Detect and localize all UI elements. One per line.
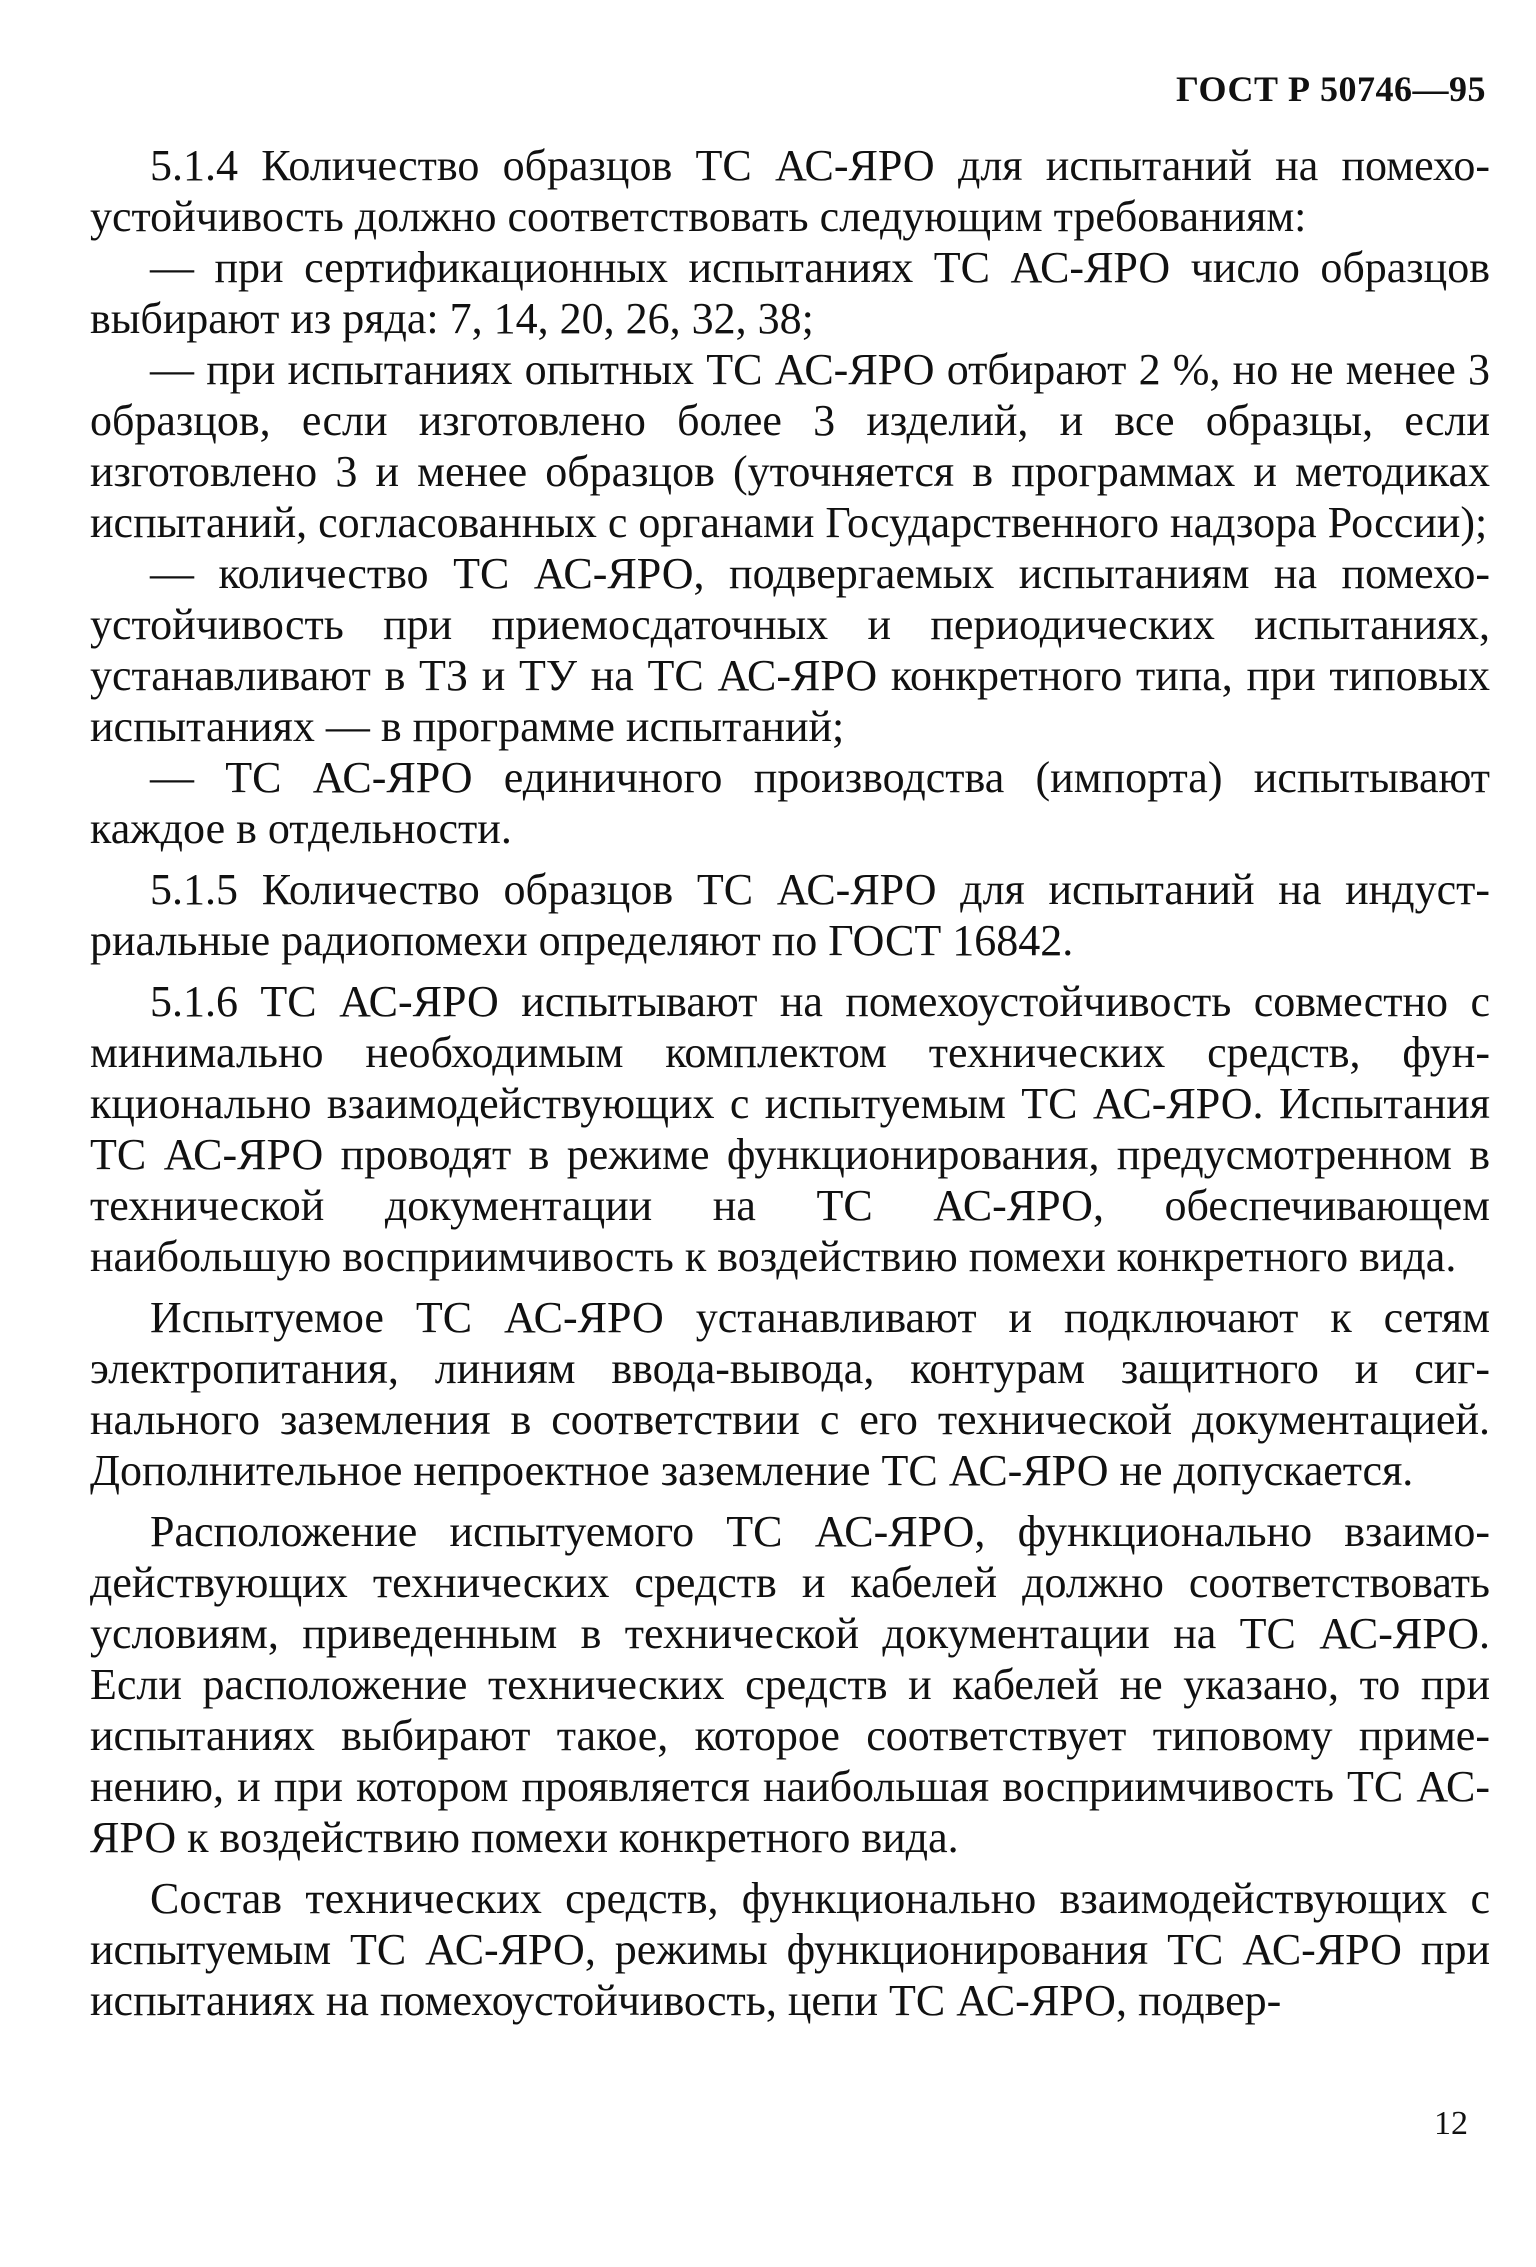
list-item-single-production: — ТС АС-ЯРО единичного производства (импорта) испытывают каждое в отдельности. — [90, 753, 1490, 853]
page-number: 12 — [1434, 2105, 1468, 2142]
paragraph-5-1-5: 5.1.5 Количество образцов ТС АС-ЯРО для испытаний на индустриальные радиопомехи определяют по ГОСТ 16842. — [90, 865, 1490, 965]
list-item-certification: — при сертификационных испытаниях ТС АС-ЯРО число образцов выбирают из ряда: 7, 14, 20, 26, 32, 38; — [90, 243, 1490, 343]
paragraph-5-1-6: 5.1.6 ТС АС-ЯРО испытывают на помехоустойчивость совместно с минимально необходимым комплектом технических средств, функционально взаимодействующих с испытуемым ТС АС-ЯРО. Испытания ТС АС-ЯРО проводят в режиме функционирования, предусмотренном в технической документации на ТС АС-ЯРО, обеспечивающем наибольшую восприимчивость к воздействию помехи конкретного вида. — [90, 977, 1490, 1281]
paragraph-5-1-4: 5.1.4 Количество образцов ТС АС-ЯРО для испытаний на помехоустойчивость должно соответствовать следующим требованиям: — [90, 141, 1490, 241]
list-item-quantity: — количество ТС АС-ЯРО, подвергаемых испытаниям на помехоустойчивость при приемосдаточных и периодических испытаниях, устанавливают в ТЗ и ТУ на ТС АС-ЯРО конкретного типа, при типовых испытаниях — в программе испытаний; — [90, 549, 1490, 751]
document-body — [90, 140, 1490, 2026]
paragraph-composition: Состав технических средств, функционально взаимодействующих с испытуемым ТС АС-ЯРО, режимы функционирования ТС АС-ЯРО при испытаниях на помехоустойчивость, цепи ТС АС-ЯРО, подвер- — [90, 1874, 1490, 2025]
paragraph-installation: Испытуемое ТС АС-ЯРО устанавливают и подключают к сетям электропитания, линиям ввода-вывода, контурам защитного и сигнального заземления в соответствии с его технической документацией. Дополнительное непроектное заземление ТС АС-ЯРО не допускается. — [90, 1293, 1490, 1495]
document-header: ГОСТ Р 50746—95 — [1176, 69, 1486, 109]
list-item-prototype: — при испытаниях опытных ТС АС-ЯРО отбирают 2 %, но не менее 3 образцов, если изготовлено более 3 изделий, и все образцы, если изготовлено 3 и менее образцов (уточняется в программах и методиках испытаний, согласованных с органами Государственного надзора России); — [90, 345, 1490, 547]
paragraph-arrangement: Расположение испытуемого ТС АС-ЯРО, функционально взаимодействующих технических средств и кабелей должно соответствовать условиям, приведенным в технической документации на ТС АС-ЯРО. Если расположение технических средств и кабелей не указано, то при испытаниях выбирают такое, которое соответствует типовому применению, и при котором проявляется наибольшая восприимчивость ТС АС-ЯРО к воздействию помехи конкретного вида. — [90, 1507, 1490, 1862]
